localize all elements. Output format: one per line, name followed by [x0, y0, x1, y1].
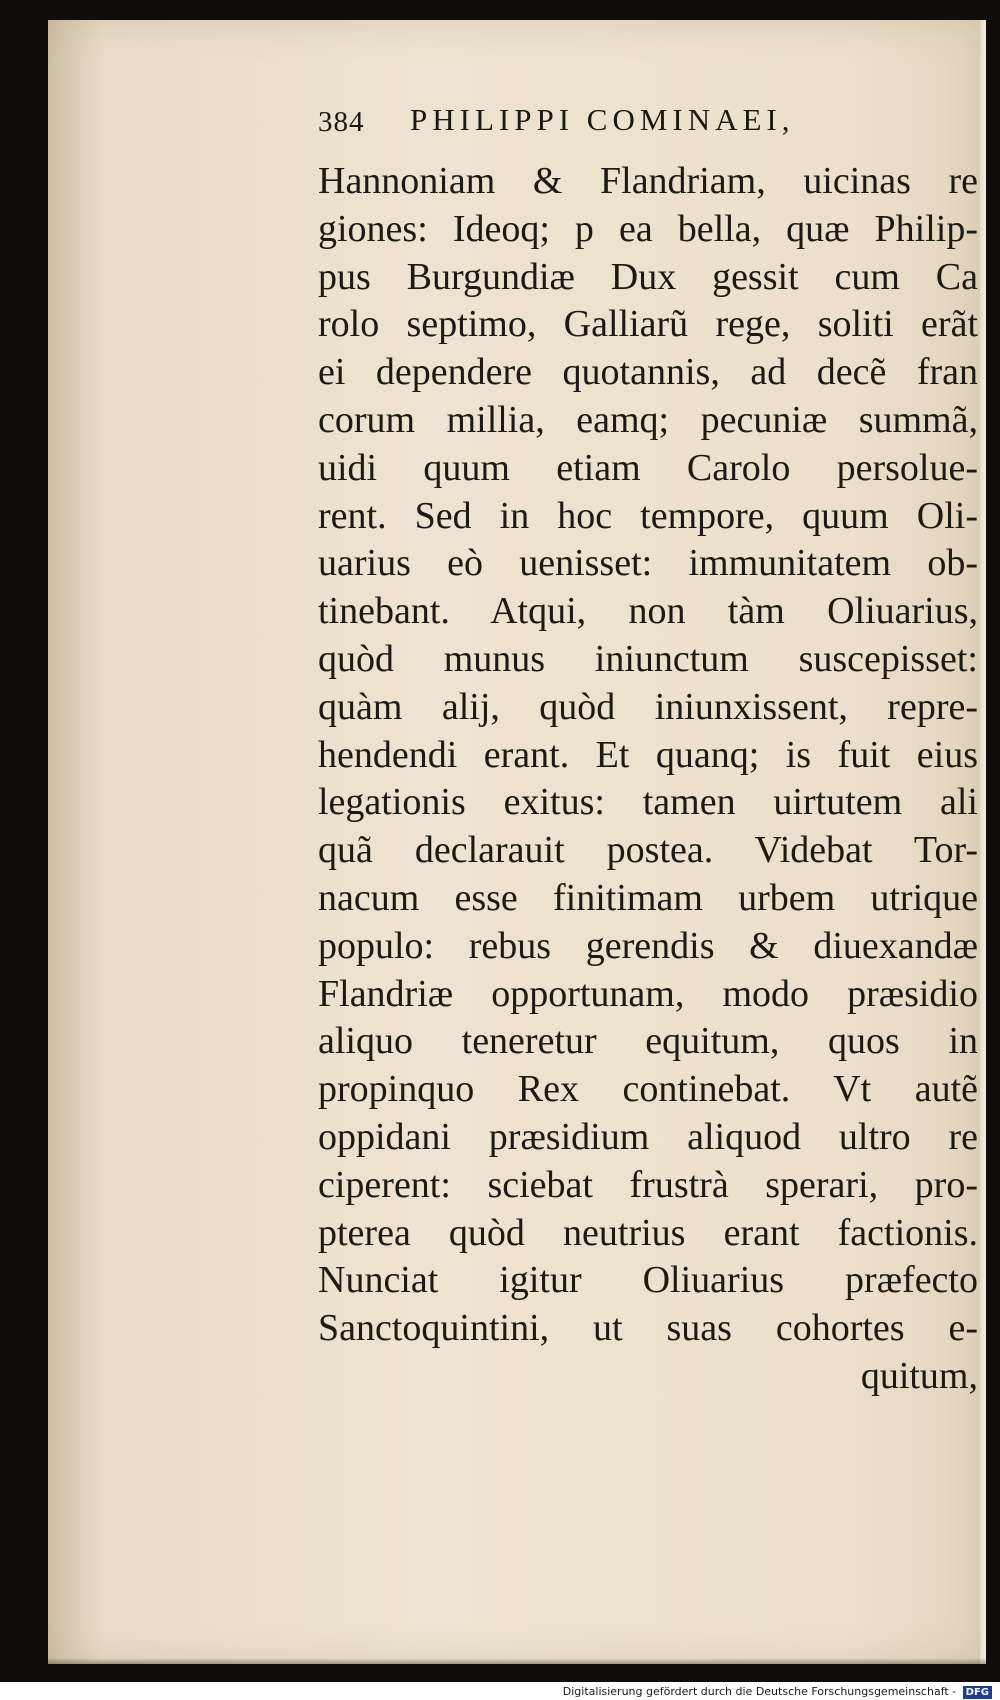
- page-bottom-shadow: [48, 1658, 986, 1664]
- book-page: [48, 20, 986, 1664]
- running-head-title: PHILIPPI COMINAEI,: [410, 102, 795, 137]
- running-head: [318, 102, 978, 152]
- page-number: 384: [318, 106, 365, 138]
- text-line: quã declarauit postea. Videbat Tor-: [318, 829, 978, 872]
- text-line: quòd munus iniunctum suscepisset:: [318, 637, 978, 680]
- text-line: oppidani præsidium aliquod ultro re: [318, 1115, 978, 1158]
- text-line: quàm alij, quòd iniunxissent, repre-: [318, 685, 978, 728]
- text-line: rent. Sed in hoc tempore, quum Oli-: [318, 494, 978, 537]
- digitization-credit: [563, 1684, 992, 1700]
- page-edge: [980, 20, 986, 1664]
- credit-text: Digitalisierung gefördert durch die Deutsche Forschungsgemeinschaft -: [562, 1685, 957, 1698]
- text-line: legationis exitus: tamen uirtutem ali: [318, 781, 978, 824]
- text-line: populo: rebus gerendis & diuexandæ: [318, 924, 978, 967]
- text-line: giones: Ideoq; p ea bella, quæ Philip-: [318, 207, 978, 250]
- body-text: [318, 158, 978, 1401]
- dfg-logo: DFG: [963, 1686, 992, 1699]
- text-line: aliquo teneretur equitum, quos in: [318, 1020, 978, 1063]
- text-line: Hannoniam & Flandriam, uicinas re: [318, 160, 978, 202]
- text-line: uarius eò uenisset: immunitatem ob-: [318, 542, 978, 585]
- text-line: rolo septimo, Galliarũ rege, soliti erãt: [318, 303, 978, 346]
- text-line: ciperent: sciebat frustrà sperari, pro-: [318, 1163, 978, 1206]
- text-line: corum millia, eamq; pecuniæ summã,: [318, 398, 978, 441]
- text-line: pterea quòd neutrius erant factionis.: [318, 1211, 978, 1254]
- text-line: uidi quum etiam Carolo persolue-: [318, 446, 978, 489]
- text-line: nacum esse finitimam urbem utrique: [318, 876, 978, 919]
- text-line: pus Burgundiæ Dux gessit cum Ca: [318, 255, 978, 298]
- catchword: quitum,: [860, 1354, 978, 1397]
- text-line: Sanctoquintini, ut suas cohortes e-: [318, 1307, 978, 1350]
- text-line: hendendi erant. Et quanq; is fuit eius: [318, 733, 978, 776]
- text-line: Nunciat igitur Oliuarius præfecto: [318, 1259, 978, 1302]
- text-line: Flandriæ opportunam, modo præsidio: [318, 972, 978, 1015]
- text-line: propinquo Rex continebat. Vt autẽ: [318, 1068, 978, 1111]
- text-line: ei dependere quotannis, ad decẽ fran: [318, 351, 978, 394]
- text-line: tinebant. Atqui, non tàm Oliuarius,: [318, 590, 978, 633]
